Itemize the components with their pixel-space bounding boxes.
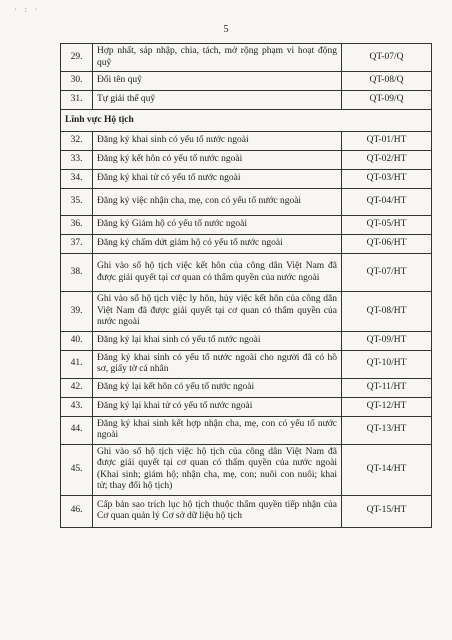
row-number: 40.: [61, 331, 93, 350]
procedure-name: Đăng ký lại kết hôn có yếu tố nước ngoài: [93, 378, 342, 397]
procedure-code: QT-07/HT: [342, 254, 432, 292]
table-row: [61, 397, 432, 416]
procedure-code: QT-05/HT: [342, 216, 432, 235]
table-row: [61, 444, 432, 495]
procedure-code: QT-02/HT: [342, 151, 432, 170]
row-number: 31.: [61, 91, 93, 110]
procedure-name: Đăng ký việc nhận cha, mẹ, con có yếu tố nước ngoài: [93, 189, 342, 216]
procedure-name: Ghi vào sổ hộ tịch việc ly hôn, hủy việc kết hôn của công dân Việt Nam đã được giải quyết tại cơ quan có thẩm quyền của nước ngoài: [93, 292, 342, 332]
procedure-code: QT-03/HT: [342, 170, 432, 189]
procedure-name: Hợp nhất, sáp nhập, chia, tách, mở rộng phạm vi hoạt động quỹ: [93, 44, 342, 72]
section-row: [61, 110, 432, 132]
procedure-code: QT-09/HT: [342, 331, 432, 350]
procedure-table-body: [61, 44, 432, 528]
row-number: 46.: [61, 495, 93, 527]
procedure-code: QT-10/HT: [342, 350, 432, 378]
procedure-name: Cấp bản sao trích lục hộ tịch thuộc thẩm quyền tiếp nhận của Cơ quan quản lý Cơ sở dữ liệu hộ tịch: [93, 495, 342, 527]
table-row: [61, 292, 432, 332]
row-number: 36.: [61, 216, 93, 235]
row-number: 32.: [61, 132, 93, 151]
row-number: 45.: [61, 444, 93, 495]
procedure-name: Đăng ký khai tử có yếu tố nước ngoài: [93, 170, 342, 189]
procedure-code: QT-08/HT: [342, 292, 432, 332]
row-number: 29.: [61, 44, 93, 72]
row-number: 37.: [61, 235, 93, 254]
table-row: [61, 216, 432, 235]
procedure-code: QT-12/HT: [342, 397, 432, 416]
procedure-name: Tự giải thể quỹ: [93, 91, 342, 110]
table-row: [61, 350, 432, 378]
row-number: 44.: [61, 416, 93, 444]
procedure-name: Ghi vào sổ hộ tịch việc kết hôn của công dân Việt Nam đã được giải quyết tại cơ quan có thẩm quyền của nước ngoài: [93, 254, 342, 292]
table-row: [61, 132, 432, 151]
table-row: [61, 378, 432, 397]
page-number: 5: [223, 24, 229, 35]
procedure-name: Đăng ký khai sinh kết hợp nhận cha, mẹ, con có yếu tố nước ngoài: [93, 416, 342, 444]
table-row: [61, 495, 432, 527]
procedure-name: Đăng ký lại khai tử có yếu tố nước ngoài: [93, 397, 342, 416]
procedure-name: Đổi tên quỹ: [93, 72, 342, 91]
table-row: [61, 331, 432, 350]
procedure-code: QT-01/HT: [342, 132, 432, 151]
table-row: [61, 416, 432, 444]
table-row: [61, 151, 432, 170]
procedure-code: QT-09/Q: [342, 91, 432, 110]
row-number: 43.: [61, 397, 93, 416]
table-row: [61, 44, 432, 72]
procedure-name: Đăng ký Giám hộ có yếu tố nước ngoài: [93, 216, 342, 235]
row-number: 34.: [61, 170, 93, 189]
row-number: 41.: [61, 350, 93, 378]
row-number: 39.: [61, 292, 93, 332]
procedure-code: QT-14/HT: [342, 444, 432, 495]
procedure-code: QT-13/HT: [342, 416, 432, 444]
procedure-code: QT-08/Q: [342, 72, 432, 91]
table-row: [61, 170, 432, 189]
table-row: [61, 72, 432, 91]
table-row: [61, 189, 432, 216]
section-heading: Lĩnh vực Hộ tịch: [61, 110, 432, 132]
procedure-name: Ghi vào sổ hộ tịch việc hộ tịch của công dân Việt Nam đã được giải quyết tại cơ quan có thẩm quyền của nước ngoài (Khai sinh; giám hộ; nhận cha, mẹ, con; nuôi con nuôi; khai tử; thay đổi hộ tịch): [93, 444, 342, 495]
row-number: 38.: [61, 254, 93, 292]
row-number: 35.: [61, 189, 93, 216]
row-number: 33.: [61, 151, 93, 170]
procedure-code: QT-11/HT: [342, 378, 432, 397]
procedure-name: Đăng ký kết hôn có yếu tố nước ngoài: [93, 151, 342, 170]
procedure-table: [60, 43, 432, 528]
table-row: [61, 254, 432, 292]
table-row: [61, 235, 432, 254]
procedure-code: QT-04/HT: [342, 189, 432, 216]
row-number: 30.: [61, 72, 93, 91]
procedure-name: Đăng ký lại khai sinh có yếu tố nước ngoài: [93, 331, 342, 350]
procedure-name: Đăng ký khai sinh có yếu tố nước ngoài cho người đã có hồ sơ, giấy tờ cá nhân: [93, 350, 342, 378]
procedure-code: QT-06/HT: [342, 235, 432, 254]
scan-specks: · : ·: [14, 5, 41, 14]
table-row: [61, 91, 432, 110]
procedure-code: QT-15/HT: [342, 495, 432, 527]
procedure-code: QT-07/Q: [342, 44, 432, 72]
procedure-name: Đăng ký chấm dứt giám hộ có yếu tố nước ngoài: [93, 235, 342, 254]
procedure-name: Đăng ký khai sinh có yếu tố nước ngoài: [93, 132, 342, 151]
row-number: 42.: [61, 378, 93, 397]
